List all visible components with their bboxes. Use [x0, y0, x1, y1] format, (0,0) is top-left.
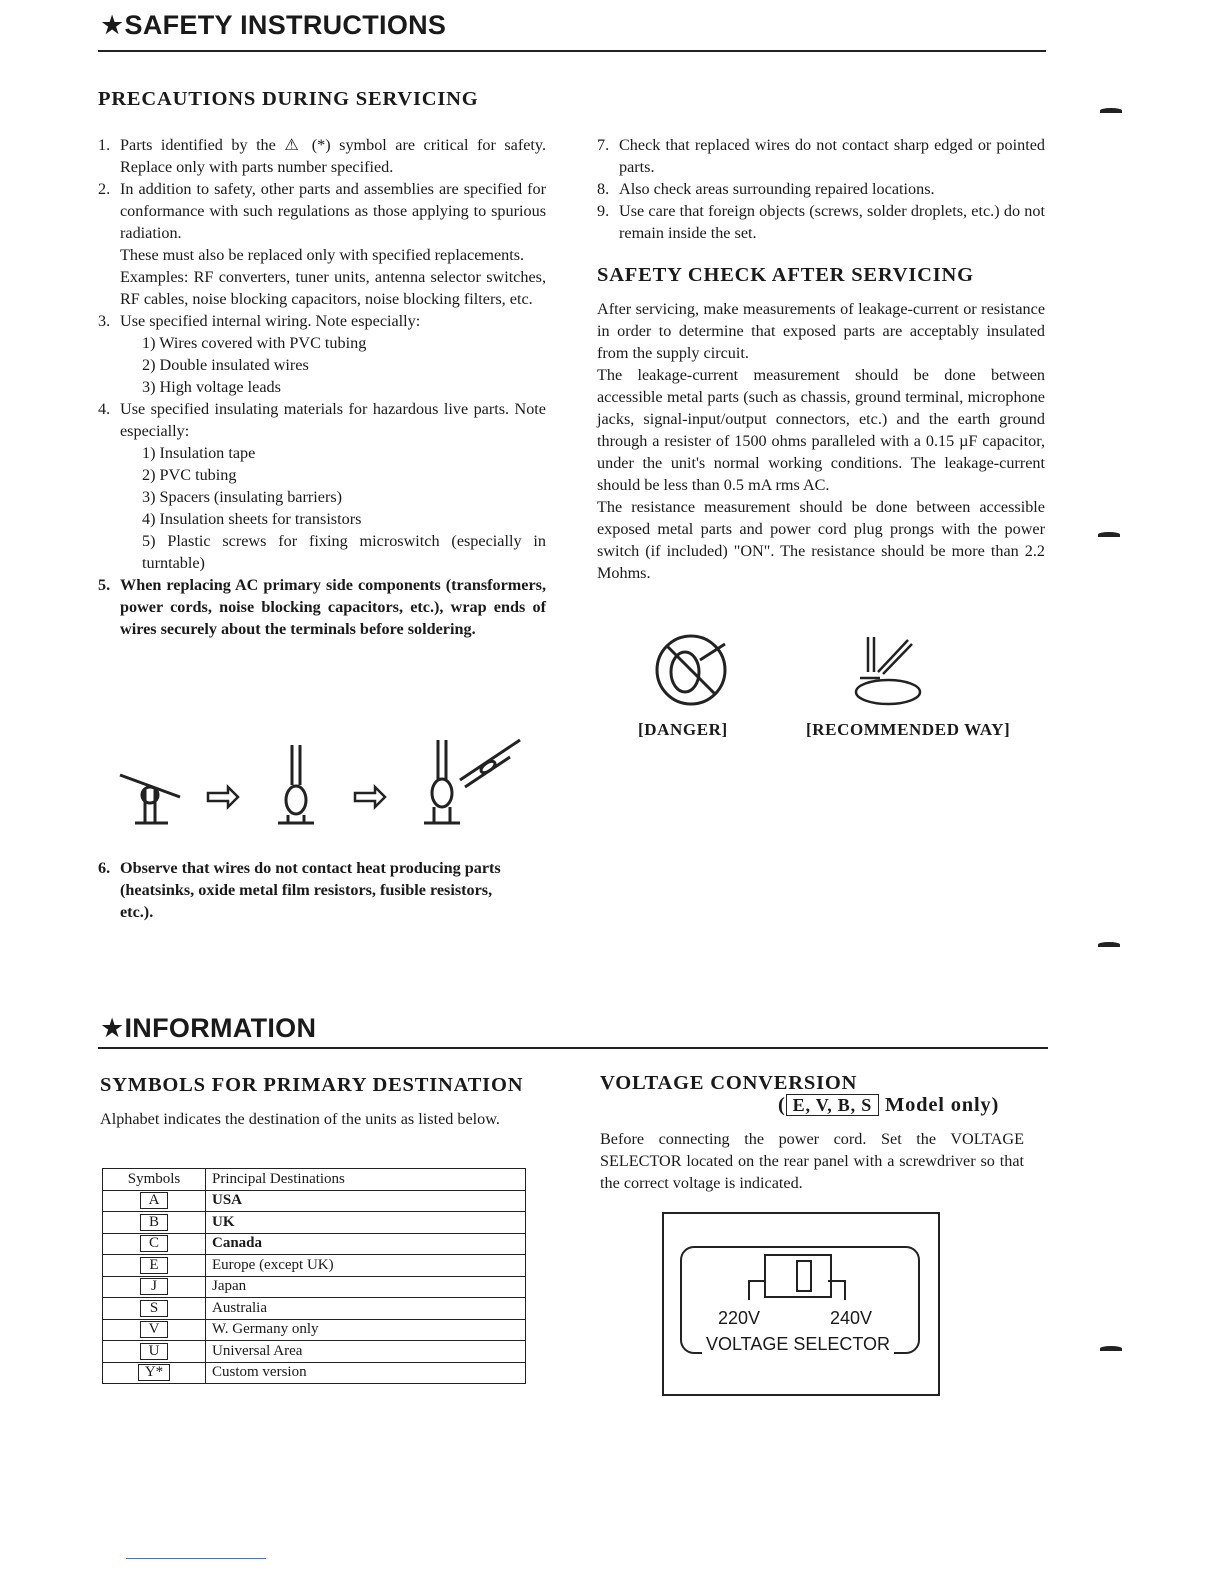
symbol-code: C	[140, 1235, 168, 1252]
section-rule	[98, 50, 1046, 52]
label-240v: 240V	[830, 1308, 873, 1328]
selector-slider	[796, 1260, 812, 1292]
wire-wrap-illustration	[110, 735, 530, 835]
symbol-code: E	[140, 1257, 168, 1274]
information-section-title: ★INFORMATION	[100, 1013, 317, 1043]
margin-mark	[1100, 108, 1122, 113]
symbol-code: V	[140, 1321, 168, 1338]
destination: Australia	[206, 1298, 526, 1320]
destination: Japan	[206, 1276, 526, 1298]
safety-check-p3: The resistance measurement should be done between accessible exposed metal parts and power cord plug prongs with the power switch (if included) "ON". The resistance should be more than 2.2 Mohms.	[597, 498, 1045, 582]
voltage-models: ( E, V, B, S Model only)	[778, 1094, 1000, 1116]
destination: Universal Area	[206, 1341, 526, 1363]
margin-mark	[1098, 532, 1120, 537]
danger-caption: [DANGER]	[638, 720, 728, 739]
destination: W. Germany only	[206, 1319, 526, 1341]
list-item: 9. Use care that foreign objects (screws, solder droplets, etc.) do not remain inside the set.	[597, 202, 1045, 242]
symbol-code: B	[140, 1214, 168, 1231]
list-item: 1. Parts identified by the ⚠ (*) symbol are critical for safety. Replace only with parts number specified.	[98, 136, 546, 176]
symbol-code: U	[140, 1343, 168, 1360]
table-row	[103, 1255, 526, 1277]
list-item: 8. Also check areas surrounding repaired locations.	[597, 180, 935, 198]
footer-line	[126, 1558, 266, 1559]
list-item: 7. Check that replaced wires do not contact sharp edged or pointed parts.	[597, 136, 1045, 176]
symbols-intro: Alphabet indicates the destination of the units as listed below.	[100, 1110, 500, 1128]
symbol-code: S	[140, 1300, 168, 1317]
symbol-code: J	[140, 1278, 168, 1295]
selector-lead-left	[748, 1280, 766, 1300]
margin-mark	[1098, 942, 1120, 947]
precautions-list-right	[597, 134, 1045, 244]
table-row	[103, 1233, 526, 1255]
table-header-row	[103, 1169, 526, 1191]
symbol-code: Y*	[138, 1364, 170, 1381]
selector-switch	[764, 1254, 832, 1298]
list-item: 4. Use specified insulating materials for hazardous live parts. Note especially: 1) Insulation tape 2) PVC tubing 3) Spacers (insulating barriers) 4) Insulation sheets for transistors 5) Plastic screws for fixing microswitch (especially in turntable)	[98, 400, 546, 572]
table-row	[103, 1298, 526, 1320]
list-item: 6. Observe that wires do not contact heat producing parts (heatsinks, oxide metal film resistors, fusible resistors, etc.).	[98, 859, 501, 921]
symbols-heading: SYMBOLS FOR PRIMARY DESTINATION	[100, 1074, 524, 1096]
recommended-way-icon	[838, 632, 928, 712]
symbol-code: A	[140, 1192, 168, 1209]
recommended-caption: [RECOMMENDED WAY]	[806, 720, 1011, 739]
section-rule	[98, 1047, 1048, 1049]
destination: UK	[206, 1212, 526, 1234]
voltage-selector-label: VOLTAGE SELECTOR	[702, 1334, 894, 1355]
safety-check-p2: The leakage-current measurement should be done between accessible metal parts (such as chassis, ground terminal, microphone jacks, signal-input/output connectors, etc.) and the earth ground through a resister of 1500 ohms paralleled with a 0.15 µF capacitor, under the unit's normal working conditions. The leakage-current should be less than 0.5 mA rms AC.	[597, 366, 1045, 494]
safety-section-title: ★SAFETY INSTRUCTIONS	[100, 10, 447, 40]
label-220v: 220V	[718, 1308, 761, 1328]
table-row	[103, 1190, 526, 1212]
precautions-list-left	[98, 134, 546, 640]
safety-check-heading: SAFETY CHECK AFTER SERVICING	[597, 264, 974, 286]
margin-mark	[1100, 1346, 1122, 1351]
safety-check-text	[597, 298, 1045, 584]
table-row	[103, 1362, 526, 1384]
precautions-heading: PRECAUTIONS DURING SERVICING	[98, 88, 479, 110]
safety-check-p1: After servicing, make measurements of leakage-current or resistance in order to determine that exposed parts are acceptably insulated from the supply circuit.	[597, 300, 1045, 362]
symbols-table	[102, 1168, 526, 1384]
table-row	[103, 1341, 526, 1363]
col-symbols-header: Symbols	[103, 1169, 206, 1191]
table-row	[103, 1212, 526, 1234]
danger-icon	[645, 632, 745, 712]
destination: Custom version	[206, 1362, 526, 1384]
selector-lead-right	[828, 1280, 846, 1300]
list-item: 5. When replacing AC primary side components (transformers, power cords, noise blocking capacitors, etc.), wrap ends of wires securely about the terminals before soldering.	[98, 576, 546, 638]
destination: Europe (except UK)	[206, 1255, 526, 1277]
precaution-6	[98, 857, 526, 923]
table-row	[103, 1276, 526, 1298]
voltage-heading: VOLTAGE CONVERSION	[600, 1072, 858, 1094]
destination: USA	[206, 1190, 526, 1212]
list-item: 3. Use specified internal wiring. Note especially: 1) Wires covered with PVC tubing 2) Double insulated wires 3) High voltage leads	[98, 312, 421, 396]
voltage-text: Before connecting the power cord. Set the VOLTAGE SELECTOR located on the rear panel with a screwdriver so that the correct voltage is indicated.	[600, 1130, 1024, 1192]
list-item: 2. In addition to safety, other parts and assemblies are specified for conformance with such regulations as those applying to spurious radiation. These must also be replaced only with specified replacements. Examples: RF converters, tuner units, antenna selector switches, RF cables, noise blocking capacitors, noise blocking filters, etc.	[98, 180, 546, 308]
voltage-selector-diagram	[662, 1212, 940, 1396]
destination: Canada	[206, 1233, 526, 1255]
col-destinations-header: Principal Destinations	[206, 1169, 526, 1191]
model-codes: E, V, B, S	[786, 1094, 879, 1116]
table-row	[103, 1319, 526, 1341]
